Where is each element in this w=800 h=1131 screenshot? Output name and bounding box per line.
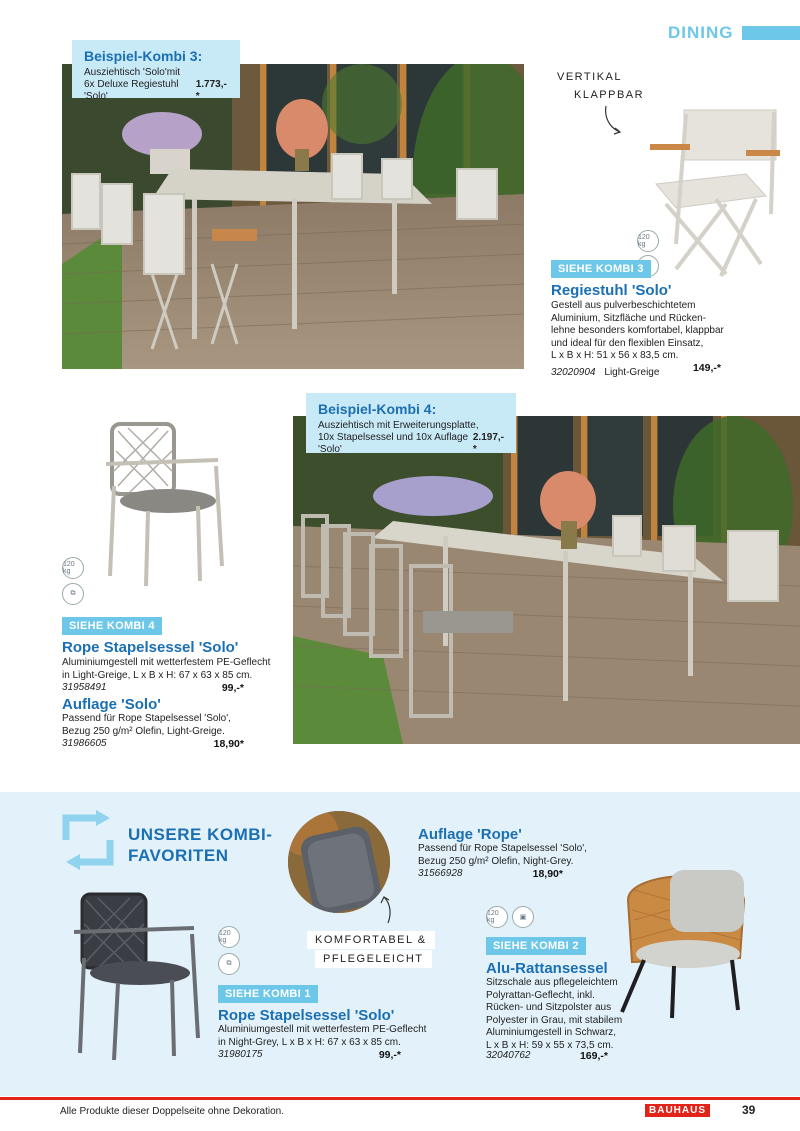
weight-capacity-icon-rattan: 120 kg [486,906,508,928]
rope-night-artno: 31980175 [218,1049,263,1060]
rope-greige-title: Rope Stapelsessel 'Solo' [62,639,239,656]
rope-night-description: Aluminiumgestell mit wetterfestem PE-Geflecht in Night-Grey, L x B x H: 67 x 63 x 85 cm. [218,1024,427,1048]
regiestuhl-artno-row [551,362,721,380]
auflage-rope-artno-row [418,868,563,880]
alu-rattan-kombi-tag: SIEHE KOMBI 2 [486,937,586,955]
auflage-solo-artno: 31986605 [62,738,107,749]
kombi-4-line1: Ausziehtisch mit Erweiterungsplatte, [318,420,479,431]
rope-greige-price: 99,-* [221,682,244,694]
regiestuhl-artno: 32020904 [551,367,596,378]
cushion-closeup-image [288,811,390,913]
favoriten-line2: FAVORITEN [128,846,229,865]
rope-greige-artno: 31958491 [62,682,107,693]
regiestuhl-description: Gestell aus pulverbeschichtetem Aluminium, Sitzfläche und Rücken- lehne besonders komfortabel, klappbar und ideal für den flexiblen Einsatz, L x B x H: 51 x 56 x 83,5 cm. [551,300,724,361]
regiestuhl-price: 149,-* [692,362,721,374]
bauhaus-logo: BAUHAUS [645,1104,710,1117]
kombi-3-title: Beispiel-Kombi 3: [84,48,203,64]
regiestuhl-color: Light-Greige [604,367,660,378]
rope-night-kombi-tag: SIEHE KOMBI 1 [218,985,318,1003]
section-bar [742,26,800,40]
terrace-photo-2 [293,416,800,744]
page-number: 39 [742,1103,756,1117]
auflage-solo-artno-row [62,738,244,750]
rope-night-artno-row [218,1049,401,1061]
rope-night-grey-image [68,888,208,1063]
stackable-icon-rope-greige: ⧉ [62,583,84,605]
callout-klappbar: KLAPPBAR [566,86,652,104]
alu-rattan-artno: 32040762 [486,1050,531,1061]
alu-rattan-image [614,860,754,1020]
callout-arrow-icon-2 [378,893,400,925]
auflage-rope-title: Auflage 'Rope' [418,826,522,843]
stackable-icon-rope-night: ⧉ [218,953,240,975]
kombi-3-line1: Ausziehtisch 'Solo'mit [84,67,181,78]
callout-vertikal: VERTIKAL [549,68,630,86]
alu-rattan-artno-row [486,1050,608,1062]
footer-note: Alle Produkte dieser Doppelseite ohne Dekoration. [60,1106,285,1117]
section-header [668,24,800,42]
rope-greige-artno-row [62,682,244,694]
auflage-solo-title: Auflage 'Solo' [62,696,161,713]
rope-greige-image [98,416,238,591]
alu-rattan-title: Alu-Rattansessel [486,960,608,977]
auflage-rope-price: 18,90* [532,868,563,880]
callout-komfortabel: KOMFORTABEL & [307,931,435,949]
terrace-photo-1 [62,64,524,369]
kombi-3-price: 1.773,-* [195,79,227,102]
weight-capacity-icon-rope-greige: 120 kg [62,557,84,579]
weight-capacity-icon: 120 kg [637,230,659,252]
regiestuhl-kombi-tag: SIEHE KOMBI 3 [551,260,651,278]
kombi-4-title: Beispiel-Kombi 4: [318,401,437,417]
kombi-4-infobox [306,393,516,453]
swap-arrows-icon [60,810,116,870]
callout-arrow-icon [600,104,630,136]
kombi-4-price: 2.197,-* [472,432,504,455]
photo-kombi-3 [62,64,524,369]
favoriten-line1: UNSERE KOMBI- [128,825,273,844]
rope-night-title: Rope Stapelsessel 'Solo' [218,1007,395,1024]
kombi-3-infobox [72,40,240,102]
callout-pflegeleicht: PFLEGELEICHT [315,950,432,968]
weatherproof-icon-rattan: ▣ [512,906,534,928]
auflage-rope-description: Passend für Rope Stapelsessel 'Solo', Bezug 250 g/m² Olefin, Night-Grey. [418,843,587,867]
auflage-solo-price: 18,90* [213,738,244,750]
rope-greige-kombi-tag: SIEHE KOMBI 4 [62,617,162,635]
rope-greige-description: Aluminiumgestell mit wetterfestem PE-Geflecht in Light-Greige, L x B x H: 67 x 63 x 85 cm. [62,657,271,681]
cushion-closeup [288,811,390,913]
alu-rattan-price: 169,-* [579,1050,608,1062]
footer-divider [0,1097,800,1100]
alu-rattan-description: Sitzschale aus pflegeleichtem Polyrattan-Geflecht, inkl. Rücken- und Sitzpolster aus Polyester in Grau, mit stabilem Aluminiumgestell in Schwarz, L x B x H: 59 x 55 x 73,5 cm. [486,977,623,1051]
regiestuhl-image [636,104,786,284]
auflage-rope-artno: 31566928 [418,868,463,879]
weight-capacity-icon-rope-night: 120 kg [218,926,240,948]
section-title: DINING [668,23,734,42]
regiestuhl-title: Regiestuhl 'Solo' [551,282,672,299]
favoriten-heading [128,824,272,866]
kombi-3-line2: 6x Deluxe Regiestuhl 'Solo' [84,79,179,102]
auflage-solo-description: Passend für Rope Stapelsessel 'Solo', Bezug 250 g/m² Olefin, Light-Greige. [62,713,231,737]
rope-night-price: 99,-* [378,1049,401,1061]
kombi-4-line2: 10x Stapelsessel und 10x Auflage 'Solo' [318,432,469,455]
photo-kombi-4 [293,416,800,744]
